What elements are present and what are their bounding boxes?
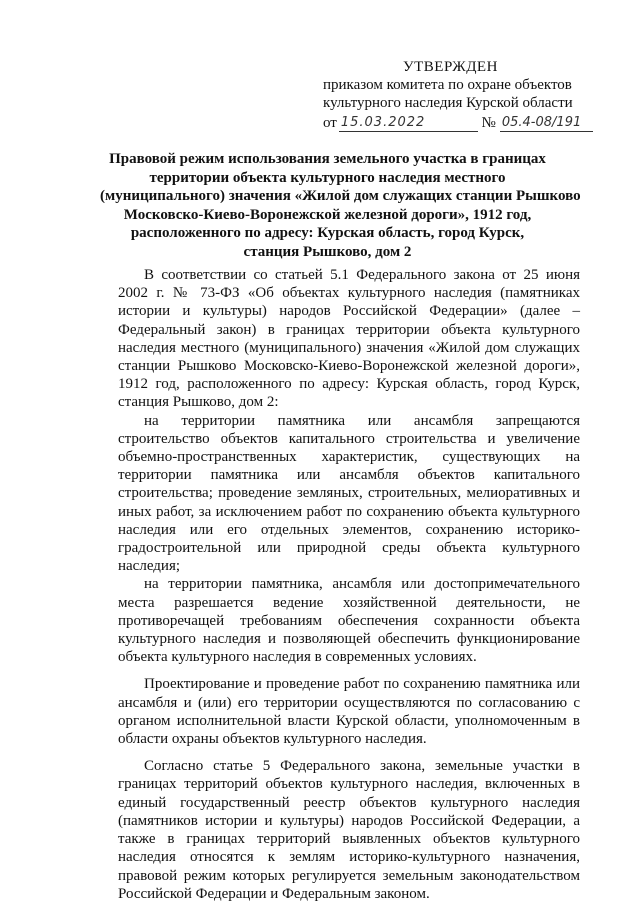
paragraph-land-category: Согласно статье 5 Федерального закона, земельные участки в границах территорий объектов культурного наследия, включенных в единый государственный реестр объектов культурного наследия (памятников истории и культуры) народов Российской Федерации, а также в границах территорий выявленных объектов культурного наследия относятся к землям историко-культурного назначения, правовой режим которых регулируется земельным законодательством Российской Федерации и Федеральным законом. [118,758,580,902]
paragraph-prohibitions: на территории памятника или ансамбля запрещаются строительство объектов капитального строительства и увеличение объемно-пространственных характеристик, существующих на территории памятника или ансамбля объектов капитального строительства; проведение земляных, строительных, мелиоративных и иных работ, за исключением работ по сохранению объекта культурного наследия или его отдельных элементов, сохранению историко-градостроительной или природной среды объекта культурного наследия; [118,412,580,575]
title-line-5: расположенного по адресу: Курская область, город Курск, [130,225,525,241]
title-line-4: Московско-Киево-Воронежской железной дороги», 1912 год, [123,206,532,223]
approval-line-1: приказом комитета по охране объектов [323,77,572,93]
paragraph-design-approval: Проектирование и проведение работ по сохранению памятника или ансамбля и (или) его территории осуществляются по согласованию с органом исполнительной власти Курской области, уполномоченным в области охраны объектов культурного наследия. [118,676,580,748]
paragraph-intro: В соответствии со статьей 5.1 Федерального закона от 25 июня 2002 г. № 73-ФЗ «Об объектах культурного наследия (памятниках истории и культуры) народов Российской Федерации» (далее – Федеральный закон) в границах территории объекта культурного наследия местного (муниципального) значения «Жилой дом служащих станции Рышково Московско-Киево-Воронежской железной дороги», 1912 год, расположенного по адресу: Курская область, город Курск, станция Рышково, дом 2: [118,267,580,411]
title-line-6: станция Рышково, дом 2 [243,243,412,260]
approval-title: УТВЕРЖДЕН [403,59,498,75]
title-line-3: (муниципального) значения «Жилой дом служащих станции Рышково [100,188,581,204]
approval-number-label: № [481,115,496,131]
approval-date-handwritten: 15.03.2022 [339,115,478,132]
approval-date-number-row [323,114,593,132]
approval-block [323,58,593,132]
document-body [118,266,580,903]
approval-line-2: культурного наследия Курской области [323,95,573,111]
document-title [100,150,581,261]
title-line-2: территории объекта культурного наследия местного [149,169,506,186]
approval-number-handwritten: 05.4-08/191 [500,115,593,132]
approval-from-label: от [323,115,337,131]
paragraph-permissions: на территории памятника, ансамбля или достопримечательного места разрешается ведение хозяйственной деятельности, не противоречащей требованиям обеспечения сохранности объекта культурного наследия и позволяющей обеспечить функционирование объекта культурного наследия в современных условиях. [118,576,580,666]
title-line-1: Правовой режим использования земельного участка в границах [109,151,546,167]
